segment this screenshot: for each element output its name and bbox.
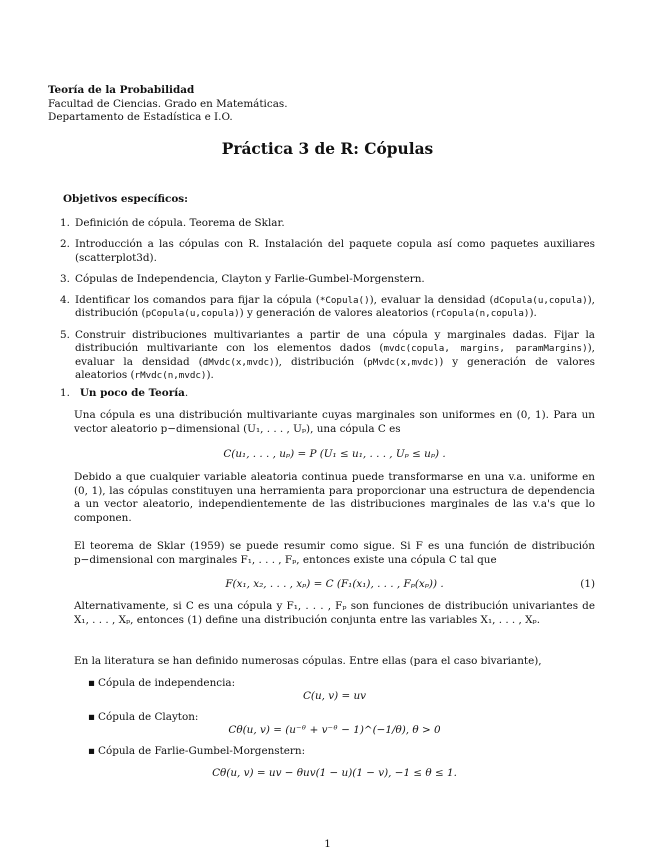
list-item: 3. Cópulas de Independencia, Clayton y Farlie-Gumbel-Morgenstern. bbox=[60, 272, 425, 285]
code-snippet: *Copula() bbox=[319, 294, 370, 306]
code-snippet: pMvdc(x,mvdc) bbox=[367, 356, 440, 368]
bullet-icon: ▪ bbox=[88, 711, 96, 723]
formula-independence: C(u, v) = uv bbox=[302, 690, 367, 702]
code-snippet: mvdc(copula, margins, paramMargins) bbox=[383, 343, 588, 355]
bullet-icon: ▪ bbox=[88, 745, 96, 757]
code-snippet: dCopula(u,copula) bbox=[493, 294, 588, 306]
faculty-name: Facultad de Ciencias. Grado en Matemáticas. bbox=[48, 97, 288, 110]
formula-fgm: Cθ(u, v) = uv − θuv(1 − u)(1 − v), −1 ≤ θ ≤ 1. bbox=[212, 767, 457, 779]
list-item: 2. Introducción a las cópulas con R. Instalación del paquete copula así como paquetes auxiliares (scatterplot3d). bbox=[60, 238, 595, 264]
section-heading: 1. Un poco de Teoría. bbox=[60, 387, 189, 399]
list-item: 4. Identificar los comandos para fijar la cópula (*Copula()), evaluar la densidad (dCopula(u,copula)), distribución (pCopula(u,copula)) y generación de valores aleatorios (rCopula(n,copula)). bbox=[60, 293, 595, 320]
equation-number: (1) bbox=[580, 578, 595, 590]
code-snippet: rMvdc(n,mvdc) bbox=[134, 370, 207, 382]
paragraph-sklar-theorem: El teorema de Sklar (1959) se puede resumir como sigue. Si F es una función de distribución p−dimensional con marginales F₁, . . . , Fₚ, entonces existe una cópula C tal que bbox=[74, 540, 595, 566]
list-item-clayton: ▪ Cópula de Clayton: bbox=[88, 711, 199, 723]
course-name: Teoría de la Probabilidad bbox=[48, 84, 195, 96]
bullet-icon: ▪ bbox=[88, 677, 96, 689]
objectives-heading: Objetivos específicos: bbox=[63, 193, 188, 205]
paragraph-alternative: Alternativamente, si C es una cópula y F₁, . . . , Fₚ son funciones de distribución univariantes de X₁, . . . , Xₚ, entonces (1) define una distribución conjunta entre las variables X₁, . . . , Xₚ. bbox=[74, 600, 595, 626]
equation-copula: C(u₁, . . . , uₚ) = P (U₁ ≤ u₁, . . . , Uₚ ≤ uₚ) . bbox=[223, 448, 446, 460]
code-snippet: dMvdc(x,mvdc) bbox=[202, 356, 275, 368]
paragraph-uniform-transform: Debido a que cualquier variable aleatoria continua puede transformarse en una v.a. uniforme en (0, 1), las cópulas constituyen una herramienta para proporcionar una estructura de dependencia a un vector aleatorio, independientemente de las distribuciones marginales de las v.a's que lo componen. bbox=[74, 471, 595, 524]
page-number: 1 bbox=[324, 838, 331, 850]
page-title: Práctica 3 de R: Cópulas bbox=[221, 140, 434, 158]
list-item: 1. Definición de cópula. Teorema de Sklar. bbox=[60, 217, 285, 229]
paragraph-copula-definition: Una cópula es una distribución multivariante cuyas marginales son uniformes en (0, 1). Para un vector aleatorio p−dimensional (U₁, . . . , Uₚ), una cópula C es bbox=[74, 409, 595, 435]
code-snippet: pCopula(u,copula) bbox=[145, 308, 240, 320]
document-header bbox=[48, 84, 288, 125]
code-snippet: rCopula(n,copula) bbox=[435, 308, 530, 320]
department-name: Departamento de Estadística e I.O. bbox=[48, 111, 233, 124]
list-item-fgm: ▪ Cópula de Farlie-Gumbel-Morgenstern: bbox=[88, 745, 306, 757]
formula-clayton: Cθ(u, v) = (u⁻ᶿ + v⁻ᶿ − 1)^(−1/θ), θ > 0 bbox=[228, 724, 441, 736]
paragraph-literature: En la literatura se han definido numerosas cópulas. Entre ellas (para el caso bivariante), bbox=[74, 655, 542, 667]
list-item-independence: ▪ Cópula de independencia: bbox=[88, 677, 236, 689]
objectives-list bbox=[60, 217, 595, 390]
list-item: 5. Construir distribuciones multivariantes a partir de una cópula y marginales dadas. Fijar la distribución multivariante con los elementos dados (mvdc(copula, margins, paramMargins)), evaluar la densidad (dMvdc(x,mvdc)), distribución (pMvdc(x,mvdc)) y generación de valores aleatorios (rMvdc(n,mvdc)). bbox=[60, 328, 595, 382]
equation-sklar: F(x₁, x₂, . . . , xₚ) = C (F₁(x₁), . . . , Fₚ(xₚ)) . bbox=[225, 578, 444, 590]
